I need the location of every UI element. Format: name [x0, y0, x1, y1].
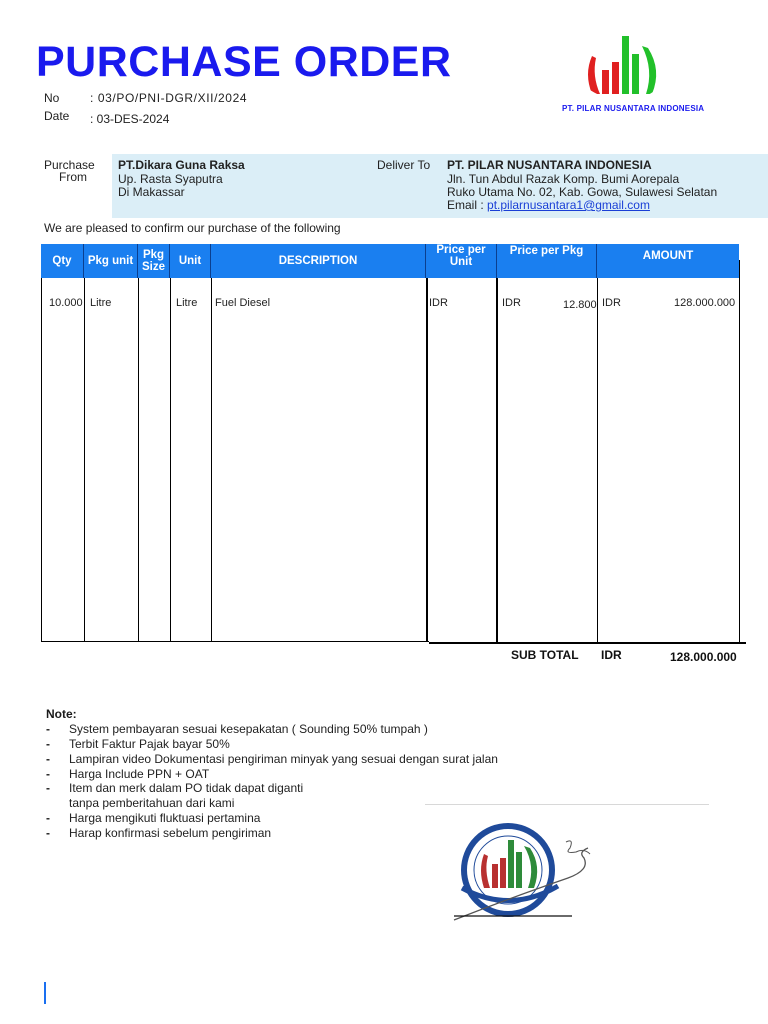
supplier-attn: Up. Rasta Syaputra: [118, 172, 223, 186]
po-number-value: : 03/PO/PNI-DGR/XII/2024: [90, 91, 248, 105]
purchase-from-label-1: Purchase: [44, 158, 95, 172]
note-item: - Harap konfirmasi sebelum pengiriman: [46, 826, 272, 840]
table-line: [170, 278, 171, 642]
recipient-address-2: Ruko Utama No. 02, Kab. Gowa, Sulawesi Selatan: [447, 185, 718, 199]
table-line: [496, 278, 498, 642]
supplier-city: Di Makassar: [118, 185, 185, 199]
note-item: - Lampiran video Dokumentasi pengiriman minyak yang sesuai dengan surat jalan: [46, 752, 498, 766]
row-price-pkg-value: 12.800: [563, 299, 597, 311]
supplier-name: PT.Dikara Guna Raksa: [118, 158, 245, 172]
row-description: Fuel Diesel: [215, 297, 271, 309]
table-line: [739, 260, 740, 642]
col-pkg-unit: Pkg unit: [84, 244, 138, 278]
recipient-email-row: [447, 198, 650, 212]
recipient-name: PT. PILAR NUSANTARA INDONESIA: [447, 158, 652, 172]
recipient-address-1: Jln. Tun Abdul Razak Komp. Bumi Aorepala: [447, 172, 680, 186]
date-label: Date: [44, 109, 70, 123]
table-line: [426, 278, 428, 642]
table-line: [211, 278, 212, 642]
table-line: [41, 278, 42, 642]
row-price-pkg-currency: IDR: [502, 297, 521, 309]
col-price-pkg: Price per Pkg: [497, 244, 597, 278]
col-amount: AMOUNT: [642, 250, 694, 262]
purchase-from-label-2: From: [59, 170, 87, 184]
date-value: : 03-DES-2024: [90, 112, 170, 126]
note-item-continued: tanpa pemberitahuan dari kami: [69, 796, 235, 810]
subtotal-label: SUB TOTAL: [511, 648, 579, 662]
company-stamp-icon: [450, 818, 610, 926]
row-price-unit-currency: IDR: [429, 297, 448, 309]
company-logo-icon: [580, 36, 670, 106]
signature-line: [425, 804, 709, 805]
note-item: - Harga Include PPN + OAT: [46, 767, 210, 781]
email-label: Email :: [447, 198, 488, 212]
email-link[interactable]: pt.pilarnusantara1@gmail.com: [487, 198, 650, 212]
row-amount-currency: IDR: [602, 297, 621, 309]
logo-caption: PT. PILAR NUSANTARA INDONESIA: [562, 104, 705, 113]
po-number-label: No: [44, 91, 60, 105]
subtotal-currency: IDR: [601, 648, 622, 662]
note-item: - System pembayaran sesuai kesepakatan ( Sounding 50% tumpah ): [46, 722, 428, 736]
notes-heading: Note:: [46, 707, 77, 721]
intro-text: We are pleased to confirm our purchase of the following: [44, 221, 341, 235]
row-pkg-unit: Litre: [90, 297, 112, 309]
table-line: [138, 278, 139, 642]
col-qty: Qty: [41, 244, 84, 278]
note-item: - Terbit Faktur Pajak bayar 50%: [46, 737, 230, 751]
col-pkg-size: Pkg Size: [138, 244, 170, 278]
row-unit: Litre: [176, 297, 198, 309]
text-cursor: [44, 982, 46, 1004]
note-item: - Harga mengikuti fluktuasi pertamina: [46, 811, 261, 825]
col-price-unit: Price per Unit: [426, 244, 497, 278]
note-item: - Item dan merk dalam PO tidak dapat diganti: [46, 781, 304, 795]
deliver-to-label: Deliver To: [377, 158, 431, 172]
col-description: DESCRIPTION: [211, 244, 426, 278]
col-unit: Unit: [170, 244, 211, 278]
table-line: [84, 278, 85, 642]
row-amount-value: 128.000.000: [674, 297, 736, 309]
subtotal-value: 128.000.000: [670, 650, 737, 664]
table-line: [597, 278, 598, 642]
row-qty: 10.000: [49, 297, 83, 309]
table-bottom-line: [429, 642, 746, 644]
page-title: PURCHASE ORDER: [36, 38, 452, 86]
items-table-header: [41, 244, 739, 278]
table-bottom-line: [41, 641, 429, 642]
